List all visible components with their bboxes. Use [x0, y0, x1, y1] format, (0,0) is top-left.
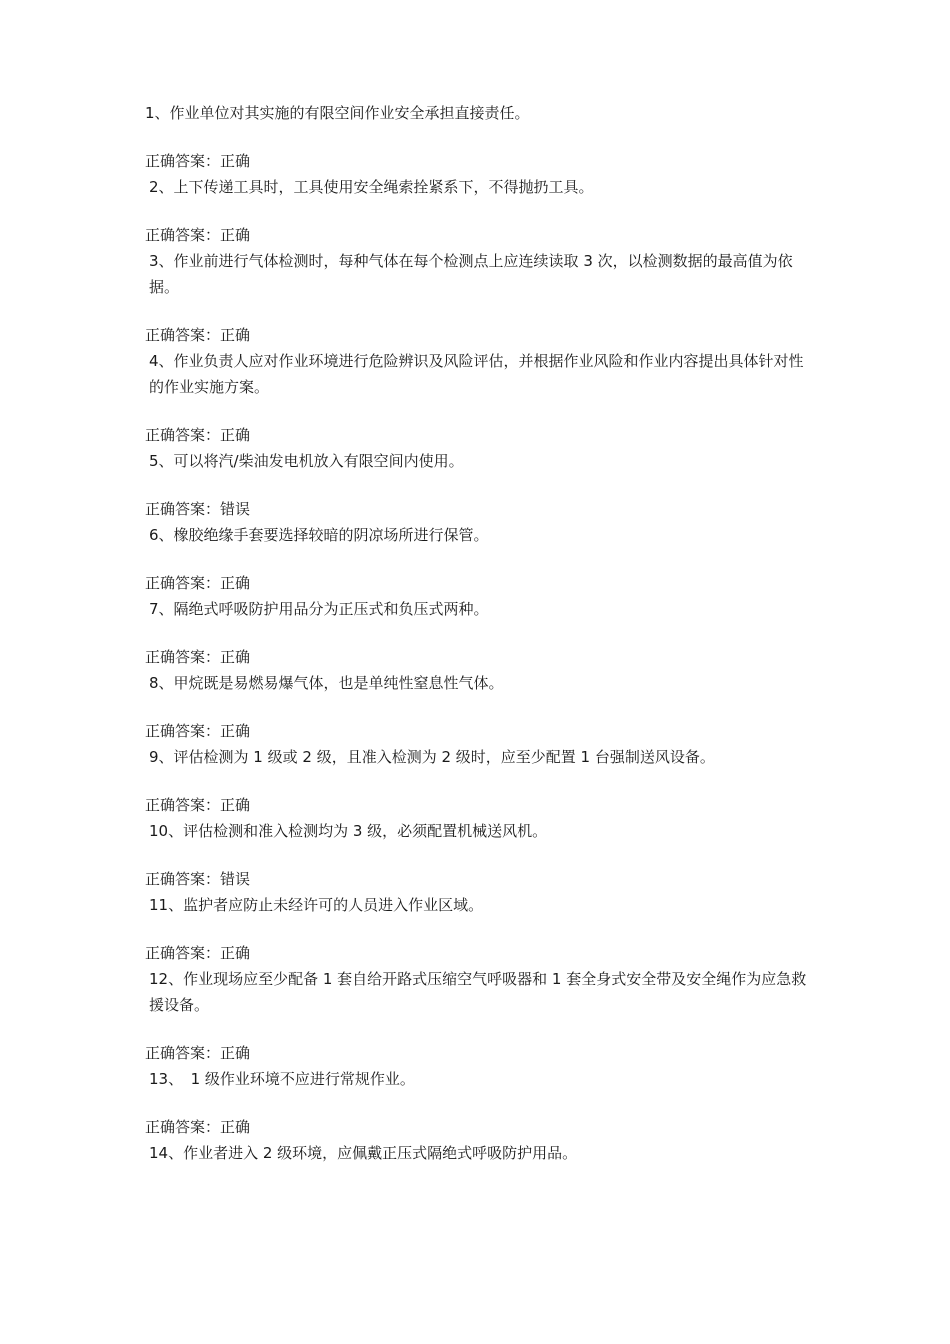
question-item-3 [145, 248, 813, 348]
question-text: 7、隔绝式呼吸防护用品分为正压式和负压式两种。 [149, 600, 489, 618]
question-item-1 [145, 100, 813, 174]
question-item-14 [145, 1140, 813, 1166]
question-text: 9、评估检测为 1 级或 2 级，且准入检测为 2 级时，应至少配置 1 台强制送风设备。 [149, 748, 715, 766]
answer-text: 正确答案：正确 [145, 326, 251, 344]
question-text: 2、上下传递工具时，工具使用安全绳索拴紧系下，不得抛扔工具。 [149, 178, 594, 196]
question-item-9 [145, 744, 813, 818]
question-text: 13、 1 级作业环境不应进行常规作业。 [149, 1070, 415, 1088]
answer-text: 正确答案：正确 [145, 648, 251, 666]
question-item-7 [145, 596, 813, 670]
question-text: 8、甲烷既是易燃易爆气体，也是单纯性窒息性气体。 [149, 674, 504, 692]
question-item-8 [145, 670, 813, 744]
answer-text: 正确答案：错误 [145, 500, 251, 518]
question-item-2 [145, 174, 813, 248]
answer-text: 正确答案：正确 [145, 796, 251, 814]
answer-text: 正确答案：正确 [145, 944, 251, 962]
question-item-11 [145, 892, 813, 966]
question-text: 3、作业前进行气体检测时，每种气体在每个检测点上应连续读取 3 次，以检测数据的最高值为依据。 [149, 252, 793, 296]
answer-text: 正确答案：正确 [145, 722, 251, 740]
question-text: 10、评估检测和准入检测均为 3 级，必须配置机械送风机。 [149, 822, 548, 840]
question-text: 14、作业者进入 2 级环境，应佩戴正压式隔绝式呼吸防护用品。 [149, 1144, 578, 1162]
answer-text: 正确答案：正确 [145, 152, 251, 170]
answer-text: 正确答案：正确 [145, 426, 251, 444]
question-text: 5、可以将汽/柴油发电机放入有限空间内使用。 [149, 452, 464, 470]
question-item-12 [145, 966, 813, 1066]
question-list [145, 100, 813, 1166]
question-item-4 [145, 348, 813, 448]
question-text: 6、橡胶绝缘手套要选择较暗的阴凉场所进行保管。 [149, 526, 489, 544]
answer-text: 正确答案：错误 [145, 870, 251, 888]
question-item-10 [145, 818, 813, 892]
question-text: 12、作业现场应至少配备 1 套自给开路式压缩空气呼吸器和 1 套全身式安全带及安全绳作为应急救援设备。 [149, 970, 807, 1014]
question-text: 11、监护者应防止未经许可的人员进入作业区域。 [149, 896, 484, 914]
answer-text: 正确答案：正确 [145, 226, 251, 244]
question-item-13 [145, 1066, 813, 1140]
answer-text: 正确答案：正确 [145, 1044, 251, 1062]
answer-text: 正确答案：正确 [145, 1118, 251, 1136]
question-text: 4、作业负责人应对作业环境进行危险辨识及风险评估，并根据作业风险和作业内容提出具体针对性的作业实施方案。 [149, 352, 804, 396]
answer-text: 正确答案：正确 [145, 574, 251, 592]
question-text: 1、作业单位对其实施的有限空间作业安全承担直接责任。 [145, 104, 530, 122]
question-item-5 [145, 448, 813, 522]
question-item-6 [145, 522, 813, 596]
